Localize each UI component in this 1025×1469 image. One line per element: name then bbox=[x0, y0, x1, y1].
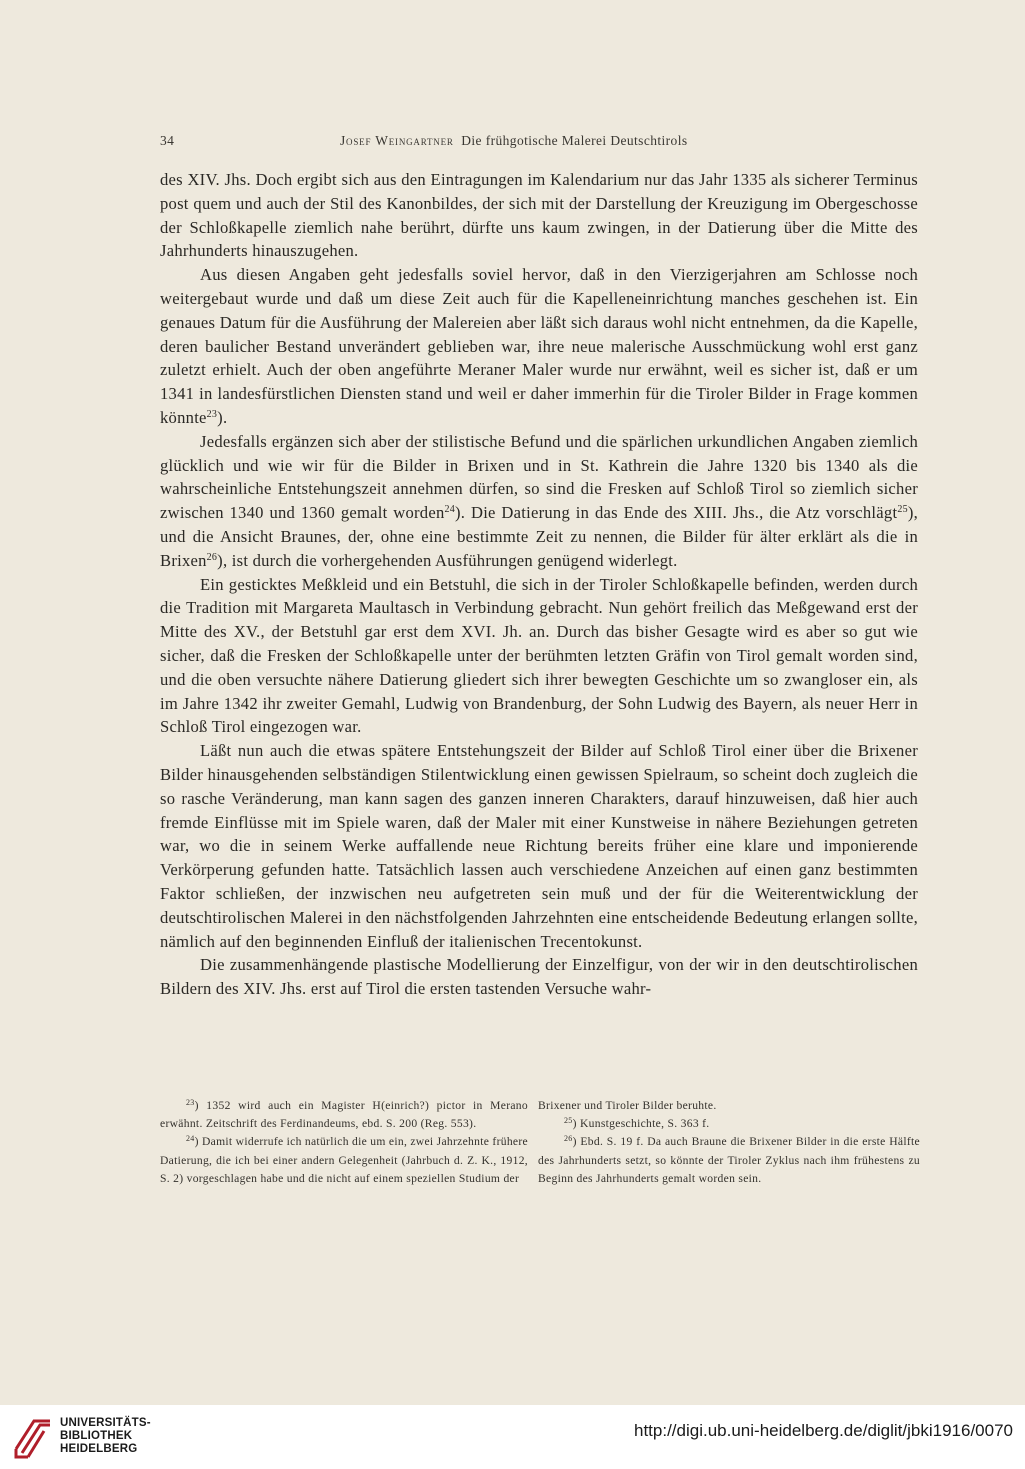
footnote bbox=[160, 1097, 528, 1133]
paragraph bbox=[160, 430, 918, 573]
library-logo-icon bbox=[12, 1413, 54, 1459]
body-text bbox=[160, 168, 918, 1001]
text-run: ) Ebd. S. 19 f. Da auch Braune die Brixener Bilder in die erste Hälfte des Jahrhunderts setzt, so könnte der Tiroler Zyklus nach ihm frühestens zu Beginn des Jahrhunderts gemalt worden sein. bbox=[538, 1135, 920, 1185]
library-name-line: UNIVERSITÄTS- bbox=[60, 1417, 151, 1429]
text-run: Ein gesticktes Meßkleid und ein Betstuhl, die sich in der Tiroler Schloßkapelle befinden, werden durch die Tradition mit Margareta Maultasch in Verbindung gebracht. Nun gehört freilich das Meßgewand erst der Mitte des XV., der Betstuhl gar erst dem XVI. Jh. an. Durch das bisher Gesagte wird es aber so gut wie sicher, daß die Fresken der Schloßkapelle unter der berühmten letzten Gräfin von Tirol gemalt worden sind, und die oben versuchte nähere Datierung gliedert sich ihrer bewegten Geschichte um so zwangloser ein, als im Jahre 1342 ihr zweiter Gemahl, Ludwig von Brandenburg, der Sohn Ludwig des Bayern, als neuer Herr in Schloß Tirol eingezogen war. bbox=[160, 574, 918, 737]
library-name-line: HEIDELBERG bbox=[60, 1443, 138, 1455]
text-run: Jedesfalls ergänzen sich aber der stilistische Befund und die spärlichen urkundlichen Angaben ziemlich glücklich und wie wir für die Bilder in Brixen und in St. Kathrein die Jahre 1320 bis 1340 als die wahrscheinliche Entstehungszeit annehmen dürfen, so sind die Fresken auf Schloß Tirol so ziemlich sicher zwischen 1340 und 1360 gemalt worden bbox=[160, 431, 918, 523]
footnote-marker: 26 bbox=[206, 551, 218, 563]
text-run: Die zusammenhängende plastische Modellierung der Einzelfigur, von der wir in den deutschtirolischen Bildern des XIV. Jhs. erst auf Tirol die ersten tastenden Versuche wahr- bbox=[160, 955, 918, 999]
footnote-marker: 25 bbox=[564, 1116, 573, 1126]
footnote-marker: 23 bbox=[186, 1098, 195, 1107]
text-run: des XIV. Jhs. Doch ergibt sich aus den Eintragungen im Kalendarium nur das Jahr 1335 als sicherer Terminus post quem und auch der Stil des Kanonbildes, der sich mit der Darstellung der Kreuzigung im Obergeschosse der Schloßkapelle ziemlich nahe berührt, dürfte uns kaum zwingen, in der Datierung über die Mitte des Jahrhunderts hinauszugehen. bbox=[160, 170, 918, 261]
author-name: Josef Weingartner bbox=[340, 133, 454, 148]
footnote-marker: 23 bbox=[206, 408, 218, 420]
paragraph bbox=[160, 168, 918, 263]
library-name bbox=[60, 1417, 151, 1456]
paragraph bbox=[160, 739, 918, 953]
text-run: ) Damit widerrufe ich natürlich die um ein, zwei Jahrzehnte frühere Datierung, die ich bei einer andern Gelegenheit (Jahrbuch d. Z. K., 1912, S. 2) vorgeschlagen habe und die nicht auf einem speziellen Studium der bbox=[160, 1135, 528, 1185]
footnote-marker: 26 bbox=[564, 1134, 573, 1144]
footnotes-right-column bbox=[538, 1097, 920, 1188]
text-run: Läßt nun auch die etwas spätere Entstehungszeit der Bilder auf Schloß Tirol einer über die Brixener Bilder hinausgehenden selbständigen Stilentwicklung einen gewissen Spielraum, so scheint doch zugleich die so rasche Veränderung, man kann sagen des ganzen inneren Charakters, darauf hinzuweisen, daß hier auch fremde Einflüsse mit im Spiele waren, daß der Maler mit einer Kunstweise in nähere Beziehungen getreten war, wo die in seinem Werke auffallende neue Richtung bereits früher eine klare und imponierende Verkörperung gefunden hatte. Tatsächlich lassen auch verschiedene Anzeichen auf einen ganz bestimmten Faktor schließen, der inzwischen neu aufgetreten sein muß und der für die Weiterentwicklung der deutschtirolischen Malerei in den nächstfolgenden Jahrzehnten eine entscheidende Bedeutung erlangen sollte, nämlich auf den beginnenden Einfluß der italienischen Trecentokunst. bbox=[160, 741, 918, 951]
book-title: Die frühgotische Malerei Deutschtirols bbox=[461, 133, 688, 148]
text-run: Brixener und Tiroler Bilder beruhte. bbox=[538, 1099, 717, 1112]
library-footer bbox=[0, 1405, 1025, 1469]
text-run: Aus diesen Angaben geht jedesfalls soviel hervor, daß in den Vierzigerjahren am Schlosse noch weitergebaut wurde und daß um diese Zeit auch für die Kapelleneinrichtung manches geschehen ist. Ein genaues Datum für die Ausführung der Malereien aber läßt sich daraus wohl nicht entnehmen, da die Kapelle, deren baulicher Bestand unverändert geblieben war, ihre neue malerische Ausschmückung wohl erst ganz zuletzt erhielt. Auch der oben angeführte Meraner Maler wurde nur erwähnt, weil es sicher ist, daß er um 1341 in landesfürstlichen Diensten stand und weil er daher immerhin für die Tiroler Bilder in Frage kommen könnte bbox=[160, 265, 918, 427]
text-run: ) 1352 wird auch ein Magister H(einrich?) pictor in Merano erwähnt. Zeitschrift des Ferdinandeums, ebd. S. 200 (Reg. 553). bbox=[160, 1099, 528, 1131]
footnote bbox=[538, 1097, 920, 1115]
footnote bbox=[160, 1133, 528, 1188]
footnote-marker: 25 bbox=[897, 504, 908, 516]
paragraph bbox=[160, 263, 918, 430]
footnote-marker: 24 bbox=[444, 504, 456, 516]
text-run: ). Die Datierung in das Ende des XIII. Jhs., die Atz vorschlägt bbox=[455, 503, 898, 523]
library-name-line: BIBLIOTHEK bbox=[60, 1430, 133, 1442]
page-number: 34 bbox=[160, 133, 175, 148]
text-run: ), und die Ansicht Braunes, der, ohne eine bestimmte Zeit zu nennen, die Bilder für älter erklärt als die in Brixen bbox=[160, 503, 919, 570]
paragraph bbox=[160, 573, 918, 740]
footnote bbox=[538, 1115, 920, 1133]
text-run: ) Kunstgeschichte, S. 363 f. bbox=[572, 1117, 710, 1131]
footnote bbox=[538, 1133, 920, 1188]
permalink-url[interactable]: http://digi.ub.uni-heidelberg.de/diglit/jbki1916/0070 bbox=[634, 1421, 1013, 1440]
text-run: ), ist durch die vorhergehenden Ausführungen genügend widerlegt. bbox=[217, 550, 678, 570]
text-run: ). bbox=[217, 407, 228, 427]
paragraph bbox=[160, 953, 918, 1001]
footnote-marker: 24 bbox=[186, 1134, 195, 1144]
footnotes-left-column bbox=[160, 1097, 528, 1188]
running-title bbox=[340, 133, 688, 149]
